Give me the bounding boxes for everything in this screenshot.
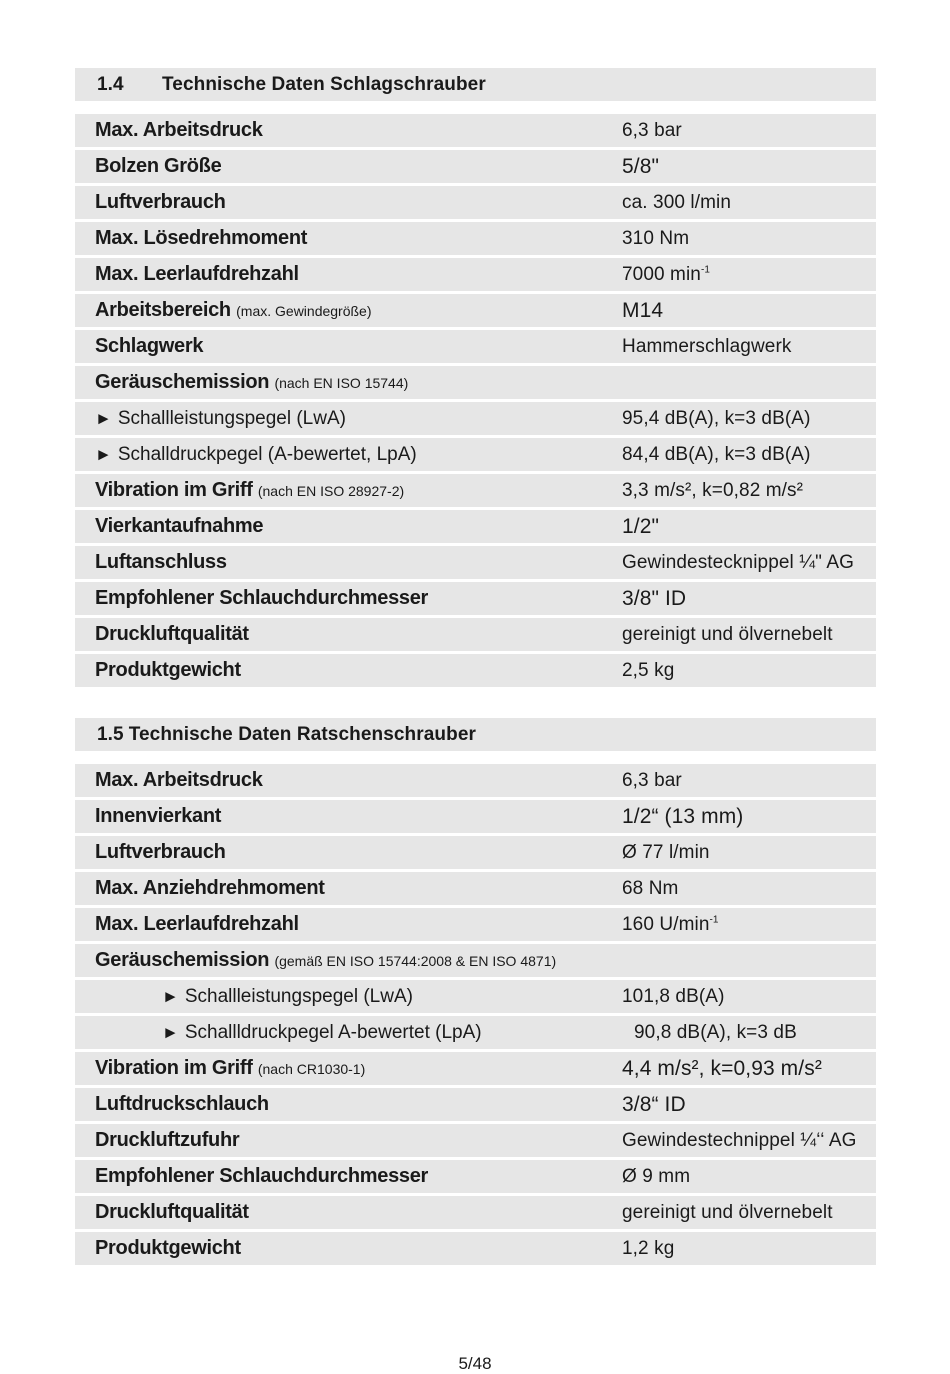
spec-label: Max. Lösedrehmoment: [95, 227, 308, 249]
spec-label: Luftanschluss: [95, 551, 227, 573]
exponent: -1: [700, 264, 711, 276]
spec-value: 101,8 dB(A): [622, 985, 725, 1007]
section-schlagschrauber: [75, 68, 876, 690]
section-heading: [75, 718, 876, 751]
table-row: [75, 654, 876, 687]
table-row: [75, 582, 876, 615]
table-row: [75, 402, 876, 435]
spec-label: Empfohlener Schlauchdurchmesser: [95, 587, 429, 609]
table-row: [75, 186, 876, 219]
table-row: [75, 836, 876, 869]
spec-label: [95, 949, 556, 972]
exponent: -1: [709, 914, 719, 926]
spec-value: Gewindestechnippel ¼‘‘ AG: [622, 1129, 857, 1151]
spec-value-text: 7000 min: [622, 263, 701, 285]
table-row: [75, 258, 876, 291]
spec-value: 5/8": [622, 154, 660, 178]
spec-value: gereinigt und ölvernebelt: [622, 1201, 833, 1223]
spec-value: Ø 77 l/min: [622, 841, 710, 863]
triangle-bullet-icon: ►: [95, 408, 112, 428]
section-title: Technische Daten Schlagschrauber: [162, 73, 486, 95]
spec-label: Luftdruckschlauch: [95, 1093, 269, 1115]
table-row: [75, 908, 876, 941]
section-number: 1.4: [97, 73, 124, 95]
spec-value: ca. 300 l/min: [622, 191, 732, 213]
spec-label: Luftverbrauch: [95, 191, 226, 213]
spec-value: 3,3 m/s², k=0,82 m/s²: [622, 479, 804, 501]
table-row: [75, 872, 876, 905]
spec-note: (nach CR1030-1): [257, 1061, 366, 1077]
spec-label-text: Schallleistungspegel (LwA): [117, 407, 346, 429]
spec-label: Max. Leerlaufdrehzahl: [95, 913, 299, 935]
table-row: [75, 1088, 876, 1121]
spec-label-text: Geräuschemission: [95, 949, 270, 971]
spec-value: 1/2": [622, 514, 660, 538]
spec-label: Innenvierkant: [95, 805, 222, 827]
section-title: Technische Daten Ratschenschrauber: [128, 723, 476, 745]
spec-value: 3/8“ ID: [622, 1092, 686, 1116]
spec-label: [95, 299, 372, 322]
spec-label: [162, 1022, 482, 1044]
spec-note: (gemäß EN ISO 15744:2008 & EN ISO 4871): [274, 953, 557, 969]
spec-value: 4,4 m/s², k=0,93 m/s²: [622, 1056, 822, 1080]
table-row: [75, 1124, 876, 1157]
table-row: [75, 330, 876, 363]
spec-value: Hammerschlagwerk: [622, 335, 792, 357]
spec-value: 2,5 kg: [622, 659, 675, 681]
spec-value: 6,3 bar: [622, 119, 682, 141]
table-row: [75, 438, 876, 471]
spec-value: 6,3 bar: [622, 769, 682, 791]
section-number: 1.5: [97, 723, 124, 745]
spec-label: Max. Arbeitsdruck: [95, 119, 263, 141]
table-row: [75, 1196, 876, 1229]
table-row: [75, 1160, 876, 1193]
spec-note: (nach EN ISO 28927-2): [257, 483, 405, 499]
spec-label: Druckluftzufuhr: [95, 1129, 240, 1151]
table-row: [75, 474, 876, 507]
spec-value: 1,2 kg: [622, 1237, 675, 1259]
page-number: 5/48: [458, 1354, 492, 1373]
spec-label: [95, 479, 404, 502]
spec-label-text: Schalldruckpegel (A-bewertet, LpA): [117, 443, 417, 465]
spec-label: [95, 408, 346, 430]
table-row: [75, 764, 876, 797]
spec-value: Ø 9 mm: [622, 1165, 691, 1187]
spec-label: Empfohlener Schlauchdurchmesser: [95, 1165, 429, 1187]
spec-value: 3/8" ID: [622, 586, 687, 610]
spec-label: Schlagwerk: [95, 335, 204, 357]
table-row: [75, 114, 876, 147]
table-row: [75, 510, 876, 543]
spec-label: Vierkantaufnahme: [95, 515, 264, 537]
spec-label-text: Arbeitsbereich: [95, 299, 231, 321]
table-row: [75, 944, 876, 977]
spec-label: Max. Anziehdrehmoment: [95, 877, 325, 899]
spec-label: Produktgewicht: [95, 1237, 241, 1259]
table-row: [75, 1052, 876, 1085]
spec-label: Bolzen Größe: [95, 155, 222, 177]
spec-value: Gewindestecknippel ¼" AG: [622, 551, 854, 573]
table-row: [75, 294, 876, 327]
table-row: [75, 546, 876, 579]
table-row: [75, 618, 876, 651]
spec-label: [95, 371, 408, 394]
spec-value-text: 160 U/min: [622, 913, 710, 935]
spec-label-text: Vibration im Griff: [95, 1057, 253, 1079]
section-ratschenschrauber: [75, 718, 876, 1268]
spec-value: 310 Nm: [622, 227, 690, 249]
spec-label: [95, 444, 417, 466]
spec-note: (max. Gewindegröße): [236, 303, 372, 319]
spec-note: (nach EN ISO 15744): [274, 375, 409, 391]
spec-value: M14: [622, 298, 664, 322]
table-row: [75, 222, 876, 255]
table-row: [75, 980, 876, 1013]
spec-value: 90,8 dB(A), k=3 dB: [634, 1021, 797, 1043]
spec-table: [75, 114, 876, 687]
spec-label-text: Schallldruckpegel A-bewertet (LpA): [184, 1021, 482, 1043]
spec-value: 1/2“ (13 mm): [622, 804, 744, 828]
table-row: [75, 800, 876, 833]
spec-label-text: Schallleistungspegel (LwA): [184, 985, 413, 1007]
spec-label: Max. Arbeitsdruck: [95, 769, 263, 791]
section-heading: [75, 68, 876, 101]
spec-value: 84,4 dB(A), k=3 dB(A): [622, 443, 811, 465]
spec-label: Druckluftqualität: [95, 623, 249, 645]
spec-value: [622, 914, 719, 936]
triangle-bullet-icon: ►: [162, 986, 179, 1006]
spec-label: [162, 986, 413, 1008]
spec-table: [75, 764, 876, 1265]
spec-label: Produktgewicht: [95, 659, 241, 681]
spec-value: 95,4 dB(A), k=3 dB(A): [622, 407, 811, 429]
spec-label: Luftverbrauch: [95, 841, 226, 863]
spec-value: 68 Nm: [622, 877, 679, 899]
table-row: [75, 1016, 876, 1049]
spec-label-text: Vibration im Griff: [95, 479, 253, 501]
triangle-bullet-icon: ►: [95, 444, 112, 464]
table-row: [75, 1232, 876, 1265]
spec-label: Max. Leerlaufdrehzahl: [95, 263, 299, 285]
spec-label: Druckluftqualität: [95, 1201, 249, 1223]
table-row: [75, 366, 876, 399]
spec-label-text: Geräuschemission: [95, 371, 270, 393]
table-row: [75, 150, 876, 183]
triangle-bullet-icon: ►: [162, 1022, 179, 1042]
spec-label: [95, 1057, 365, 1080]
spec-value: gereinigt und ölvernebelt: [622, 623, 833, 645]
spec-value: [622, 264, 710, 286]
